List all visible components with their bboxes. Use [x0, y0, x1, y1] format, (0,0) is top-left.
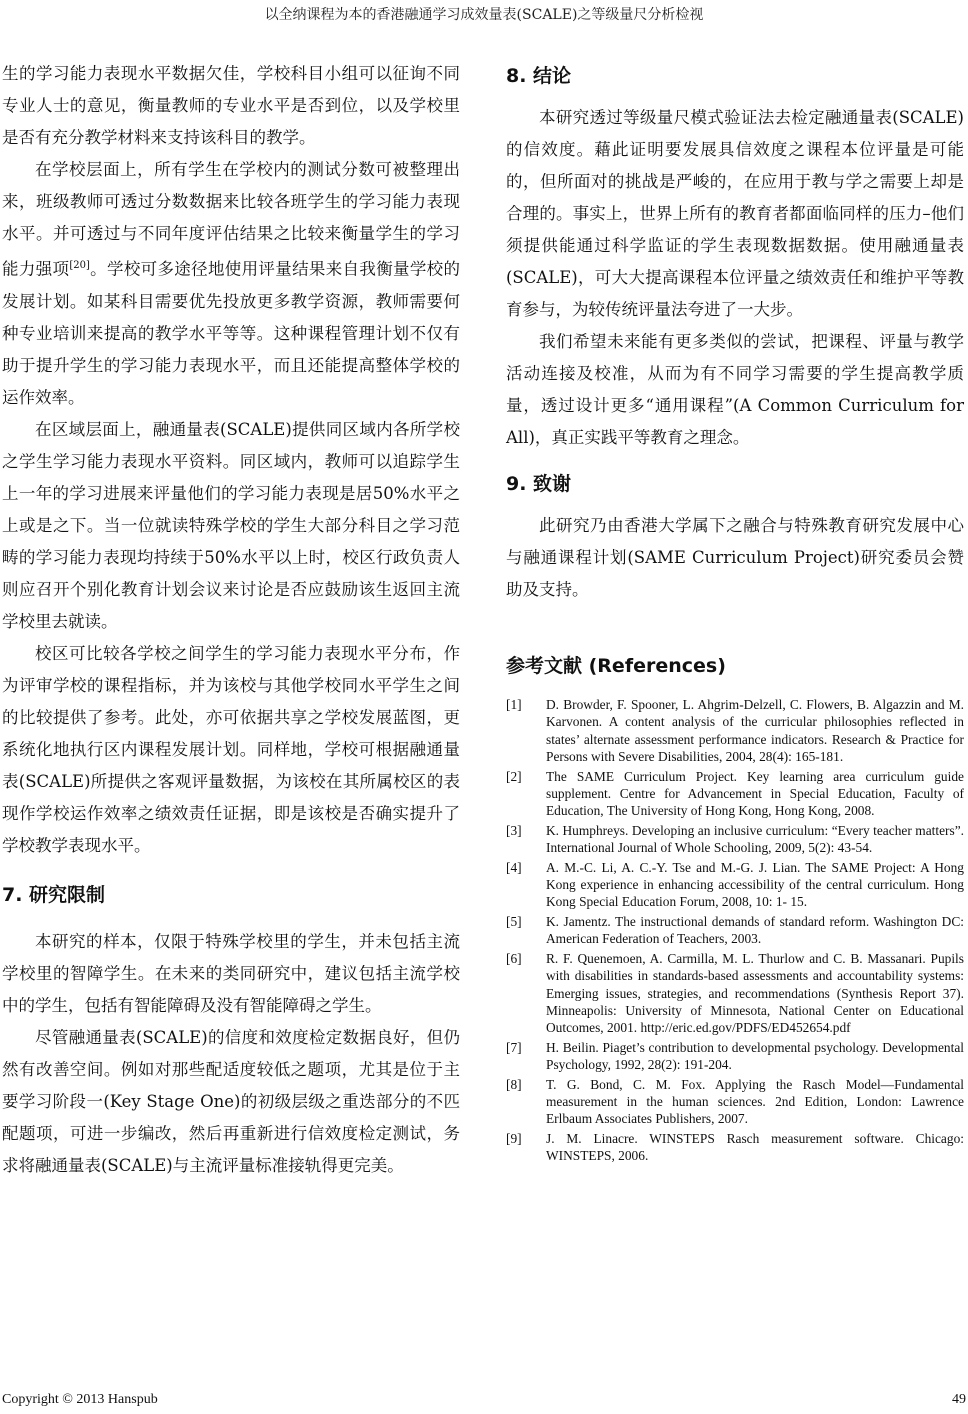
right-column [506, 46, 964, 1167]
paragraph: 本研究的样本，仅限于特殊学校里的学生，并未包括主流学校里的智障学生。在未来的类同研究中，建议包括主流学校中的学生，包括有智能障碍及没有智能障碍之学生。 [2, 931, 460, 1015]
copyright: Copyright © 2013 Hanspub [2, 1392, 158, 1407]
reference-number: [1] [506, 697, 522, 712]
paragraph: 此研究乃由香港大学属下之融合与特殊教育研究发展中心与融通课程计划(SAME Curriculum Project)研究委员会赞助及支持。 [506, 516, 964, 599]
section-heading: 7. 研究限制 [2, 884, 106, 906]
reference-list [506, 696, 964, 1165]
reference-number: [3] [506, 822, 522, 838]
paragraph: 生的学习能力表现水平数据欠佳，学校科目小组可以征询不同专业人士的意见，衡量教师的专业水平是否到位，以及学校里是否有充分教学材料来支持该科目的教学。 [2, 64, 460, 147]
reference-item [506, 859, 964, 911]
reference-number: [5] [506, 913, 522, 929]
page-number: 49 [952, 1392, 966, 1407]
paragraph: 校区可比较各学校之间学生的学习能力表现水平分布，作为评审学校的课程指标，并为该校与其他学校同水平学生之间的比较提供了参考。此处，亦可依据共享之学校发展蓝图，更系统化地执行区内课程发展计划。同样地，学校可根据融通量表(SCALE)所提供之客观评量数据，为该校在其所属校区的表现作学校运作效率之绩效责任证据，即是该校是否确实提升了学校教学表现水平。 [2, 643, 460, 855]
reference-number: [9] [506, 1130, 522, 1146]
reference-number: [6] [506, 950, 522, 966]
reference-item [506, 696, 964, 766]
reference-number: [7] [506, 1039, 522, 1055]
paragraph: 本研究透过等级量尺模式验证法去检定融通量表(SCALE)的信效度。藉此证明要发展具信效度之课程本位评量是可能的，但所面对的挑战是严峻的，在应用于教与学之需要上却是合理的。事实上，世界上所有的教育者都面临同样的压力–他们须提供能通过科学监证的学生表现数据数据。使用融通量表(SCALE)，可大大提高课程本位评量之绩效责任和维护平等教育参与，为较传统评量法夸进了一大步。 [506, 108, 964, 319]
reference-text: J. M. Linacre. WINSTEPS Rasch measurement software. Chicago: WINSTEPS, 2006. [546, 1130, 964, 1164]
reference-item [506, 1076, 964, 1128]
reference-text: A. M.-C. Li, A. C.-Y. Tse and M.-G. J. Lian. The SAME Project: A Hong Kong experience in enhancing accessibility of the central curriculum. Hong Kong Special Education Forum, 2008, 10: 1- 15. [546, 859, 964, 910]
reference-number: [4] [506, 859, 522, 875]
references-heading: 参考文献 (References) [506, 655, 726, 677]
citation: [20] [69, 260, 90, 271]
reference-text: H. Beilin. Piaget’s contribution to developmental psychology. Developmental Psychology, 1992, 28(2): 191-204. [546, 1039, 964, 1073]
reference-text: K. Humphreys. Developing an inclusive curriculum: “Every teacher matters”. International Journal of Whole Schooling, 2009, 5(2): 43-54. [546, 822, 964, 856]
reference-item [506, 913, 964, 948]
reference-text: D. Browder, F. Spooner, L. Ahgrim-Delzell, C. Flowers, B. Algazzin and M. Karvonen. A content analysis of the curricular philosophies reflected in states’ alternate assessment performance indicators. Research & Practice for Persons with Severe Disabilities, 2004, 28(4): 165-181. [546, 697, 964, 765]
reference-item [506, 950, 964, 1037]
paragraph [2, 154, 460, 414]
text: 在学校层面上，所有学生在学校内的测试分数可被整理出来，班级教师可透过分数数据来比较各班学生的学习能力表现水平。并可透过与不同年度评估结果之比较来衡量学生的学习能力强项 [2, 160, 460, 279]
reference-number: [8] [506, 1076, 522, 1092]
text: 。学校可多途径地使用评量结果来自我衡量学校的发展计划。如某科目需要优先投放更多教学资源，教师需要何种专业培训来提高的教学水平等等。这种课程管理计划不仅有助于提升学生的学习能力表现水平，而且还能提高整体学校的运作效率。 [2, 259, 461, 407]
reference-item [506, 822, 964, 857]
reference-text: T. G. Bond, C. M. Fox. Applying the Rasch Model—Fundamental measurement in the human sciences. 2nd Edition, London: Lawrence Erlbaum Associates Publishers, 2007. [546, 1076, 964, 1127]
left-column [2, 58, 460, 1182]
section-heading: 8. 结论 [506, 64, 572, 87]
reference-text: K. Jamentz. The instructional demands of standard reform. Washington DC: American Federation of Teachers, 2003. [546, 913, 964, 947]
section-heading: 9. 致谢 [506, 472, 572, 495]
paragraph: 我们希望未来能有更多类似的尝试，把课程、评量与教学活动连接及校准，从而为有不同学习需要的学生提高教学质量，透过设计更多“通用课程”(A Common Curriculum for All)，真正实践平等教育之理念。 [506, 332, 964, 447]
running-header: 以全纳课程为本的香港融通学习成效量表(SCALE)之等级量尺分析检视 [264, 7, 704, 23]
paragraph: 在区域层面上，融通量表(SCALE)提供同区域内各所学校之学生学习能力表现水平资料。同区域内，教师可以追踪学生上一年的学习进展来评量他们的学习能力表现是居50%水平之上或是之下。当一位就读特殊学校的学生大部分科目之学习范畴的学习能力表现均持续于50%水平以上时，校区行政负责人则应召开个别化教育计划会议来讨论是否应鼓励该生返回主流学校里去就读。 [2, 419, 460, 631]
reference-text: R. F. Quenemoen, A. Carmilla, M. L. Thurlow and C. B. Massanari. Pupils with disabilities in standards-based assessments and accountability systems: Emerging issues, strategies, and recommendations (Synthesis Report 37). Minneapolis: University of Minnesota, National Center on Educational Outcomes, 2001. http://eric.ed.gov/PDFS/ED452654.pdf [546, 950, 964, 1036]
reference-item [506, 1039, 964, 1074]
reference-text: The SAME Curriculum Project. Key learning area curriculum guide supplement. Centre for Advancement in Special Education, Faculty of Education, The University of Hong Kong, Hong Kong, 2008. [546, 768, 964, 819]
reference-item [506, 1130, 964, 1165]
reference-number: [2] [506, 768, 522, 784]
paragraph: 尽管融通量表(SCALE)的信度和效度检定数据良好，但仍然有改善空间。例如对那些配适度较低之题项，尤其是位于主要学习阶段一(Key Stage One)的初级层级之重迭部分的不匹配题项，可进一步编改，然后再重新进行信效度检定测试，务求将融通量表(SCALE)与主流评量标准接轨得更完美。 [2, 1027, 460, 1175]
reference-item [506, 768, 964, 820]
